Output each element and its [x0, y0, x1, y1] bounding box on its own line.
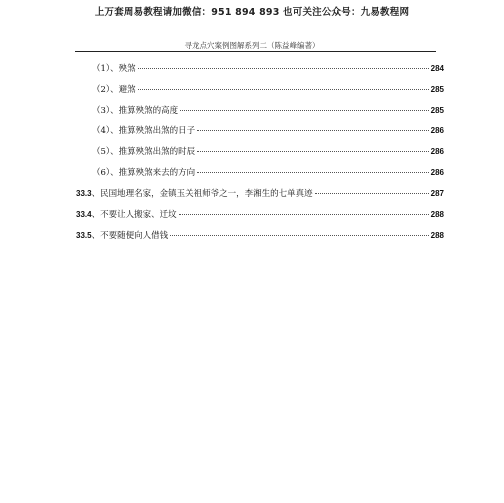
toc-entry-page: 288 [430, 210, 444, 219]
toc-entry-title: （2）、避煞 [92, 85, 136, 95]
toc-dot-leader [138, 89, 429, 90]
toc-entry-title: （1）、殃煞 [92, 64, 136, 74]
toc-entry-page: 288 [430, 231, 444, 240]
toc-entry-title [76, 230, 168, 242]
toc-entry-page: 284 [430, 64, 444, 73]
toc-entry[interactable] [92, 167, 444, 179]
toc-entry-number: 33.5 [76, 231, 92, 240]
toc-dot-leader [315, 193, 429, 194]
toc-entry-title: （5）、推算殃煞出煞的时辰 [92, 147, 196, 157]
toc-dot-leader [197, 151, 428, 152]
toc-entry[interactable] [92, 63, 444, 75]
toc-entry-page: 286 [430, 147, 444, 156]
toc-entry[interactable] [76, 209, 444, 221]
toc-entry-text: 、民国地理名家，金镇玉关祖师爷之一，李湘生的七单真迹 [91, 189, 313, 199]
toc-dot-leader [197, 172, 428, 173]
toc-entry[interactable] [76, 230, 444, 242]
toc-entry-page: 286 [430, 126, 444, 135]
toc-entry-page: 285 [430, 106, 444, 115]
toc-entry[interactable] [92, 125, 444, 137]
toc-entry-title: （4）、推算殃煞出煞的日子 [92, 126, 196, 136]
toc-dot-leader [138, 68, 429, 69]
toc-dot-leader [179, 214, 429, 215]
toc-entry-number: 33.3 [76, 189, 92, 198]
toc-entry-text: 、不要让人搬家、迁坟 [91, 210, 177, 220]
toc-dot-leader [170, 235, 429, 236]
toc-dot-leader [180, 110, 428, 111]
toc-entry[interactable] [92, 105, 444, 117]
toc-entry-title: （6）、推算殃煞来去的方向 [92, 168, 196, 178]
toc-entry-number: 33.4 [76, 210, 92, 219]
toc-entry-title [76, 209, 177, 221]
toc-entry[interactable] [76, 188, 444, 200]
running-header: 寻龙点穴案例图解系列二（陈益峰编著） [184, 41, 320, 50]
toc-entry-page: 286 [430, 168, 444, 177]
toc-dot-leader [197, 130, 428, 131]
toc-entry-title [76, 188, 313, 200]
toc-entry[interactable] [92, 84, 444, 96]
toc-entry-page: 285 [430, 85, 444, 94]
toc-entry[interactable] [92, 146, 444, 158]
toc-entry-title: （3）、推算殃煞的高度 [92, 106, 179, 116]
toc-entry-text: 、不要随便向人借钱 [91, 231, 169, 241]
promo-banner: 上万套周易教程请加微信：951 894 893 也可关注公众号：九易教程网 [94, 7, 410, 18]
toc-entry-page: 287 [430, 189, 444, 198]
